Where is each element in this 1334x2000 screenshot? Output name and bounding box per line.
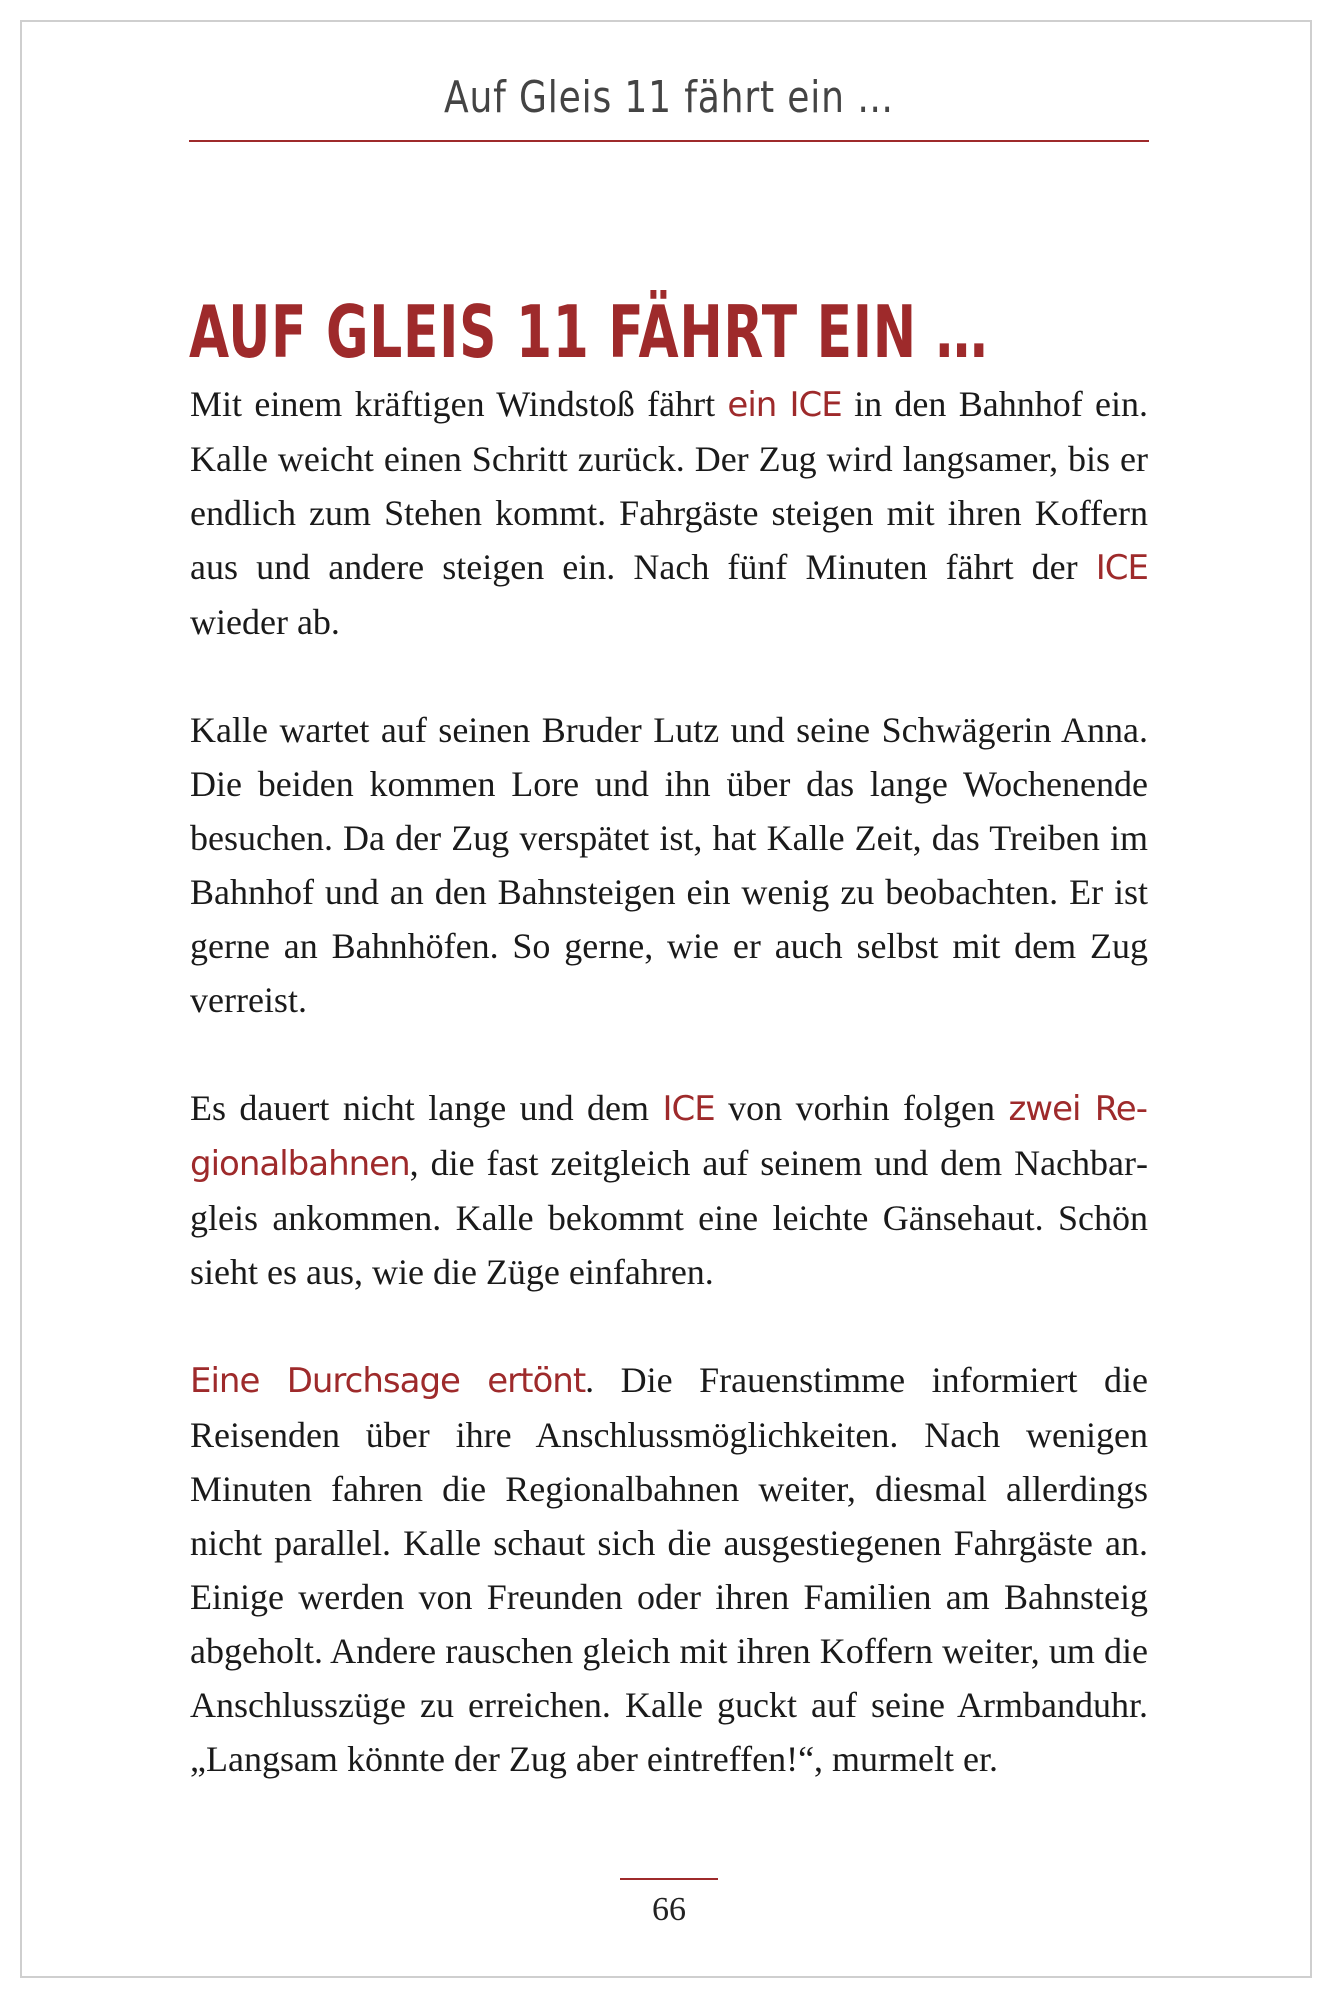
paragraph-3 — [190, 1081, 1148, 1299]
page-number: 66 — [652, 1891, 686, 1928]
text-segment: , die fast zeitgleich auf seinem und dem Nachbargleis ankommen. Kalle bekommt eine leichte Gänsehaut. Schön sieht es aus, wie die Züge einfahren. — [190, 1143, 1148, 1292]
paragraph-4 — [190, 1353, 1148, 1786]
text-segment: wieder ab. — [190, 602, 340, 642]
text-segment: Es dauert nicht lange und dem — [190, 1088, 663, 1128]
chapter-title: AUF GLEIS 11 FÄHRT EIN … — [189, 290, 989, 375]
paragraph-1 — [190, 377, 1148, 649]
highlight-durchsage: Eine Durchsage ertönt — [190, 1361, 586, 1401]
text-segment: Mit einem kräftigen Windstoß fährt — [190, 384, 728, 424]
footer-divider — [620, 1878, 718, 1880]
text-segment: von vorhin folgen — [714, 1088, 1009, 1128]
highlight-regionalbahnen: zwei Regionalbahnen — [190, 1089, 1148, 1184]
paragraph-2: Kalle wartet auf seinen Bruder Lutz und seine Schwägerin Anna. Die beiden kommen Lore und ihn über das lange Wochenende besuchen. Da der Zug verspätet ist, hat Kalle Zeit, das Treiben im Bahnhof und an den Bahnsteigen ein wenig zu beobachten. Er ist gerne an Bahnhöfen. So gerne, wie er auch selbst mit dem Zug verreist. — [190, 710, 1148, 1020]
text-segment: . Die Frauenstimme informiert die Reisenden über ihre Anschlussmöglichkeiten. Nach wenigen Minuten fahren die Regionalbahnen weiter, diesmal allerdings nicht parallel. Kalle schaut sich die ausgestiegenen Fahrgäste an. Einige werden von Freunden oder ihren Familien am Bahnsteig abgeholt. Andere rauschen gleich mit ihren Koffern weiter, um die Anschlusszüge zu erreichen. Kalle guckt auf seine Armbanduhr. „Langsam könnte der Zug aber eintreffen!“, murmelt er. — [190, 1360, 1148, 1779]
header-divider — [189, 140, 1149, 142]
highlight-ice: ICE — [1095, 548, 1148, 588]
text-segment: in den Bahnhof ein. Kalle weicht einen Schritt zurück. Der Zug wird langsamer, bis er endlich zum Stehen kommt. Fahrgäste steigen mit ihren Koffern aus und andere steigen ein. Nach fünf Minuten fährt der — [190, 384, 1148, 587]
highlight-ice: ICE — [662, 1089, 715, 1129]
running-header: Auf Gleis 11 fährt ein … — [443, 72, 895, 123]
highlight-ice: ein ICE — [727, 385, 842, 425]
body-text — [190, 377, 1148, 1840]
